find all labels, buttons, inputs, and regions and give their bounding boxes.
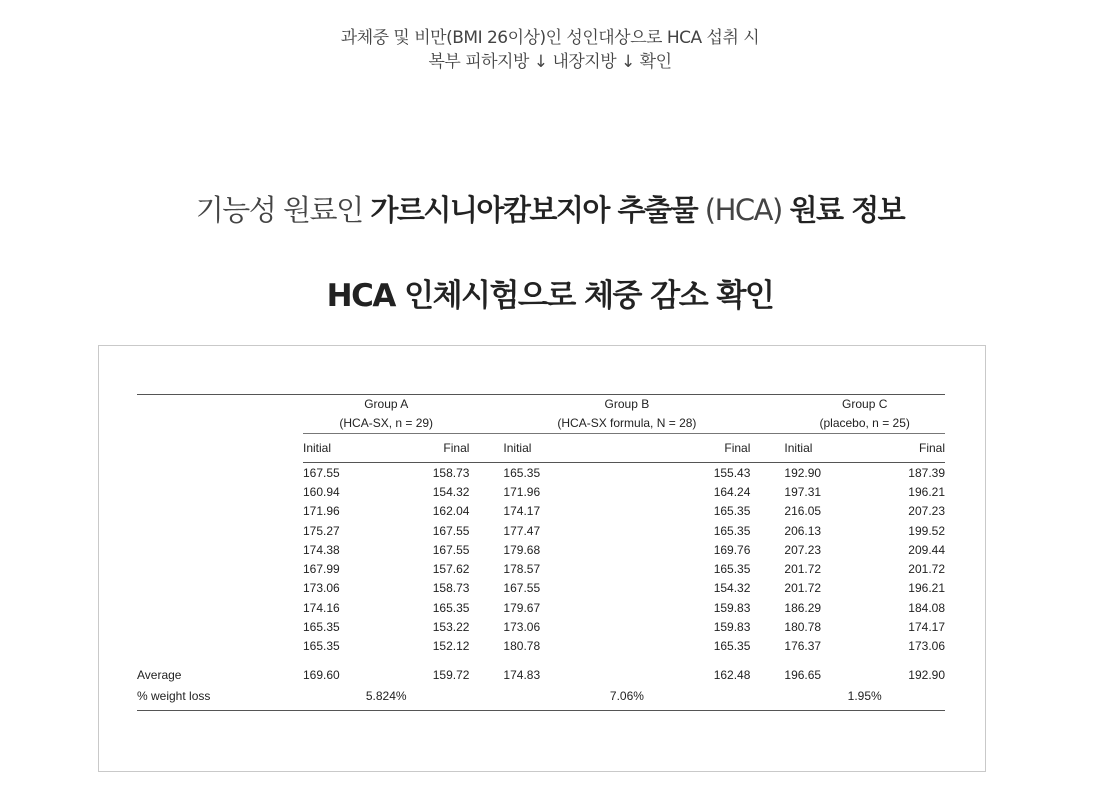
table-cell: 179.67 [503,600,541,615]
table-cell: 165.35 [713,523,751,538]
table-cell: 180.78 [503,639,541,654]
table-cell: 154.32 [713,581,751,596]
average-label: Average [137,667,182,682]
table-cell: 165.35 [713,639,751,654]
weight-loss-row [137,682,945,711]
table-cell: 176.37 [784,639,822,654]
table-cell: 196.21 [908,484,945,499]
ingredient-headline [0,188,1100,229]
group-c-header [784,395,945,434]
group-a-initial-header: Initial [303,434,386,463]
average-a-initial: 169.60 [303,667,340,682]
headline-ingredient-name: 가르시니아캄보지아 추출물 [370,193,698,227]
table-cell: 169.76 [713,542,751,557]
study-headline: HCA 인체시험으로 체중 감소 확인 [326,278,774,314]
table-cell: 165.35 [303,620,340,635]
table-cell: 173.06 [503,620,541,635]
table-cell: 164.24 [713,484,751,499]
table-cell: 177.47 [503,523,541,538]
table-cell: 209.44 [908,542,945,557]
top-caption [0,26,1100,74]
table-row [137,637,945,656]
headline-suffix: 원료 정보 [789,193,905,227]
table-cell: 171.96 [503,484,541,499]
group-a-desc: (HCA-SX, n = 29) [339,416,434,430]
table-cell: 167.55 [432,542,470,557]
table-cell: 207.23 [784,542,822,557]
table-cell: 167.55 [303,465,340,480]
table-cell: 165.35 [432,600,470,615]
table-cell: 158.73 [432,581,470,596]
table-cell: 206.13 [784,523,822,538]
table-cell: 159.83 [713,620,751,635]
table-row [137,540,945,559]
table-row [137,521,945,540]
table-cell: 174.17 [503,504,541,519]
headline-hca: (HCA) [697,193,790,227]
table-cell: 174.17 [908,620,945,635]
average-b-final: 162.48 [713,667,751,682]
table-cell: 173.06 [908,639,945,654]
group-c-desc: (placebo, n = 25) [819,416,910,430]
table-cell: 187.39 [908,465,945,480]
group-b-final-header: Final [627,434,751,463]
table-cell: 154.32 [432,484,470,499]
table-cell: 180.78 [784,620,822,635]
average-row [137,656,945,682]
table-row [137,463,945,483]
weight-loss-label: % weight loss [137,688,211,703]
group-header-row [137,395,945,434]
table-cell: 175.27 [303,523,340,538]
group-a-header [303,395,469,434]
table-cell: 165.35 [303,639,340,654]
headline-prefix: 기능성 원료인 [195,193,371,227]
table-cell: 197.31 [784,484,822,499]
table-row [137,617,945,636]
table-cell: 184.08 [908,600,945,615]
average-c-initial: 196.65 [784,667,822,682]
table-cell: 186.29 [784,600,822,615]
table-cell: 167.99 [303,562,340,577]
table-cell: 152.12 [432,639,470,654]
table-row [137,502,945,521]
table-cell: 201.72 [784,581,822,596]
study-figure [98,345,986,772]
table-cell: 157.62 [432,562,470,577]
table-cell: 207.23 [908,504,945,519]
table-cell: 153.22 [432,620,470,635]
table-cell: 162.04 [432,504,470,519]
table-cell: 171.96 [303,504,340,519]
table-cell: 158.73 [432,465,470,480]
table-cell: 178.57 [503,562,541,577]
table-cell: 173.06 [303,581,340,596]
caption-line-2: 복부 피하지방 ↓ 내장지방 ↓ 확인 [428,52,672,72]
table-cell: 201.72 [908,562,945,577]
data-rows [137,463,945,656]
group-b-desc: (HCA-SX formula, N = 28) [557,416,697,430]
table-cell: 199.52 [908,523,945,538]
table-row [137,482,945,501]
average-b-initial: 174.83 [503,667,541,682]
table-cell: 192.90 [784,465,822,480]
table-cell: 174.16 [303,600,340,615]
table-cell: 216.05 [784,504,822,519]
table-cell: 167.55 [432,523,470,538]
group-a-name: Group A [364,397,409,411]
table-row [137,579,945,598]
table-cell: 196.21 [908,581,945,596]
table-row [137,598,945,617]
weight-loss-b: 7.06% [609,688,644,703]
table-cell: 174.38 [303,542,340,557]
table-cell: 167.55 [503,581,541,596]
group-b-name: Group B [604,397,650,411]
average-c-final: 192.90 [908,667,945,682]
group-b-header [503,395,750,434]
caption-line-1: 과체중 및 비만(BMI 26이상)인 성인대상으로 HCA 섭취 시 [340,28,760,48]
table-cell: 160.94 [303,484,340,499]
table-cell: 179.68 [503,542,541,557]
group-c-name: Group C [842,397,888,411]
group-b-initial-header: Initial [503,434,626,463]
average-a-final: 159.72 [432,667,470,682]
table-cell: 165.35 [503,465,541,480]
table-cell: 165.35 [713,562,751,577]
group-a-final-header: Final [386,434,469,463]
weight-loss-c: 1.95% [847,688,882,703]
table-cell: 159.83 [713,600,751,615]
subheader-row [137,434,945,463]
table-cell: 155.43 [713,465,751,480]
table-cell: 165.35 [713,504,751,519]
weight-table [137,394,945,711]
table-row [137,559,945,578]
group-c-initial-header: Initial [784,434,864,463]
weight-loss-a: 5.824% [365,688,407,703]
table-cell: 201.72 [784,562,822,577]
group-c-final-header: Final [865,434,945,463]
